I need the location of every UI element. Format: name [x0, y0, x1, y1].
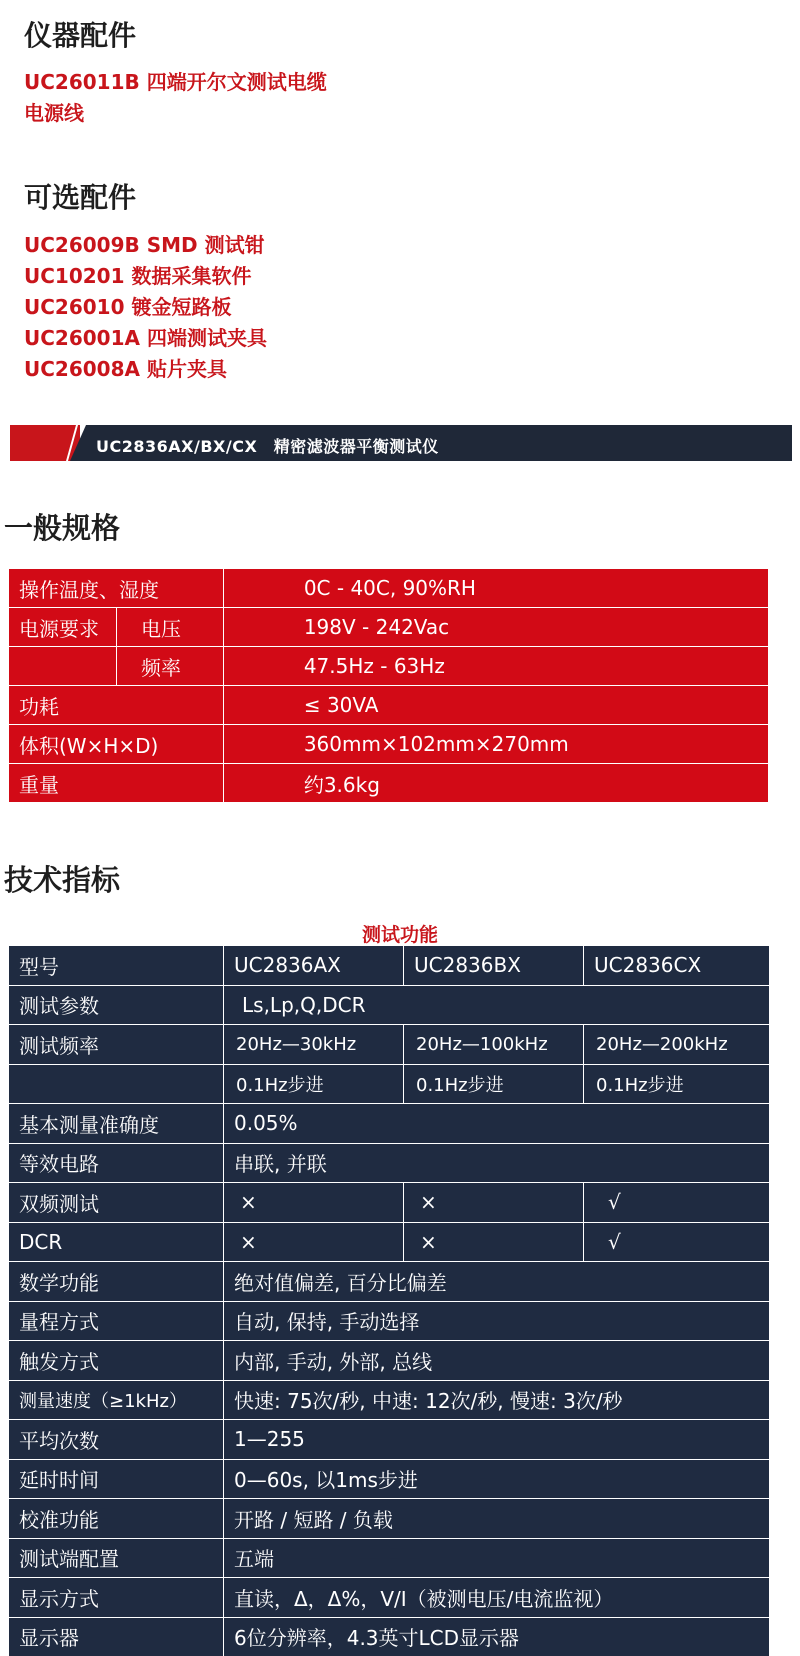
spec-value: 绝对值偏差, 百分比偏差 [224, 1262, 770, 1302]
spec-label: 平均次数 [9, 1420, 224, 1460]
table-row [9, 1459, 770, 1499]
spec-label: 显示器 [9, 1617, 224, 1656]
table-row [9, 647, 769, 686]
support-mark: × [224, 1183, 404, 1223]
spec-value: 0.05% [224, 1104, 770, 1144]
support-mark: × [404, 1183, 584, 1223]
product-banner [10, 425, 792, 461]
spec-label: 测试端配置 [9, 1538, 224, 1578]
table-row [9, 1104, 770, 1144]
spec-sublabel: 频率 [116, 647, 223, 686]
model-cell: UC2836BX [404, 946, 584, 986]
general-spec-table [8, 568, 769, 803]
table-row [9, 1222, 770, 1262]
optional-item: UC10201 数据采集软件 [24, 264, 252, 288]
table-row [9, 1341, 770, 1381]
table-row [9, 1578, 770, 1618]
spec-value: Ls,Lp,Q,DCR [224, 985, 770, 1025]
support-mark: √ [584, 1222, 770, 1262]
table-row [9, 985, 770, 1025]
spec-label: DCR [9, 1222, 224, 1262]
spec-label: 校准功能 [9, 1499, 224, 1539]
support-mark: √ [584, 1183, 770, 1223]
spec-sublabel: 电压 [116, 608, 223, 647]
spec-value: 360mm×102mm×270mm [223, 725, 768, 764]
spec-label: 型号 [9, 946, 224, 986]
spec-label: 测试频率 [9, 1025, 224, 1065]
table-row [9, 1183, 770, 1223]
included-accessories-title: 仪器配件 [24, 19, 137, 52]
included-item: 电源线 [24, 101, 84, 125]
spec-label: 基本测量准确度 [9, 1104, 224, 1144]
spec-label: 等效电路 [9, 1143, 224, 1183]
spec-value: 6位分辨率，4.3英寸LCD显示器 [224, 1617, 770, 1656]
table-row [9, 1499, 770, 1539]
freq-range-cell: 20Hz—100kHz [404, 1025, 584, 1065]
optional-item: UC26001A 四端测试夹具 [24, 326, 267, 350]
freq-range-cell: 20Hz—200kHz [584, 1025, 770, 1065]
spec-value: 自动, 保持, 手动选择 [224, 1301, 770, 1341]
spec-label: 显示方式 [9, 1578, 224, 1618]
model-cell: UC2836AX [224, 946, 404, 986]
spec-label-empty [9, 1064, 224, 1104]
table-row [9, 569, 769, 608]
spec-label: 测量速度（≥1kHz） [9, 1380, 224, 1420]
spec-label: 量程方式 [9, 1301, 224, 1341]
banner-red-block [10, 425, 80, 461]
general-spec-title: 一般规格 [4, 511, 121, 545]
spec-value: 直读，Δ，Δ%，V/I（被测电压/电流监视） [224, 1578, 770, 1618]
spec-value: 198V - 242Vac [223, 608, 768, 647]
table-row [9, 1617, 770, 1656]
spec-value: 五端 [224, 1538, 770, 1578]
spec-value: 0—60s, 以1ms步进 [224, 1459, 770, 1499]
spec-value: 47.5Hz - 63Hz [223, 647, 768, 686]
spec-label: 功耗 [9, 686, 224, 725]
spec-value: 内部, 手动, 外部, 总线 [224, 1341, 770, 1381]
included-item: UC26011B 四端开尔文测试电缆 [24, 70, 327, 94]
optional-item: UC26009B SMD 测试钳 [24, 233, 265, 257]
table-row [9, 1262, 770, 1302]
table-row [9, 946, 770, 986]
spec-value: 开路 / 短路 / 负载 [224, 1499, 770, 1539]
spec-value: 约3.6kg [223, 764, 768, 803]
optional-accessories-title: 可选配件 [24, 181, 137, 214]
table-row [9, 1538, 770, 1578]
spec-label: 测试参数 [9, 985, 224, 1025]
optional-item: UC26008A 贴片夹具 [24, 357, 227, 381]
spec-label: 重量 [9, 764, 224, 803]
spec-value: 0C - 40C, 90%RH [223, 569, 768, 608]
support-mark: × [404, 1222, 584, 1262]
freq-step-cell: 0.1Hz步进 [404, 1064, 584, 1104]
spec-label: 电源要求 [9, 608, 117, 647]
spec-value: ≤ 30VA [223, 686, 768, 725]
spec-value: 1—255 [224, 1420, 770, 1460]
table-row [9, 1143, 770, 1183]
table-row [9, 1064, 770, 1104]
table-row [9, 608, 769, 647]
spec-label-empty [9, 647, 117, 686]
model-cell: UC2836CX [584, 946, 770, 986]
tech-spec-title: 技术指标 [4, 863, 121, 897]
table-row [9, 725, 769, 764]
freq-step-cell: 0.1Hz步进 [224, 1064, 404, 1104]
spec-label: 延时时间 [9, 1459, 224, 1499]
table-row [9, 1420, 770, 1460]
spec-value: 串联, 并联 [224, 1143, 770, 1183]
spec-value: 快速: 75次/秒, 中速: 12次/秒, 慢速: 3次/秒 [224, 1380, 770, 1420]
table-row [9, 764, 769, 803]
freq-range-cell: 20Hz—30kHz [224, 1025, 404, 1065]
spec-label: 触发方式 [9, 1341, 224, 1381]
tech-spec-table [8, 945, 770, 1656]
table-row [9, 1025, 770, 1065]
table-row [9, 686, 769, 725]
optional-item: UC26010 镀金短路板 [24, 295, 232, 319]
table-row [9, 1301, 770, 1341]
banner-text: UC2836AX/BX/CX 精密滤波器平衡测试仪 [96, 437, 439, 456]
spec-label: 操作温度、湿度 [9, 569, 224, 608]
support-mark: × [224, 1222, 404, 1262]
table-row [9, 1380, 770, 1420]
spec-label: 双频测试 [9, 1183, 224, 1223]
spec-label: 体积(W×H×D) [9, 725, 224, 764]
spec-label: 数学功能 [9, 1262, 224, 1302]
freq-step-cell: 0.1Hz步进 [584, 1064, 770, 1104]
test-function-subtitle: 测试功能 [361, 924, 438, 946]
